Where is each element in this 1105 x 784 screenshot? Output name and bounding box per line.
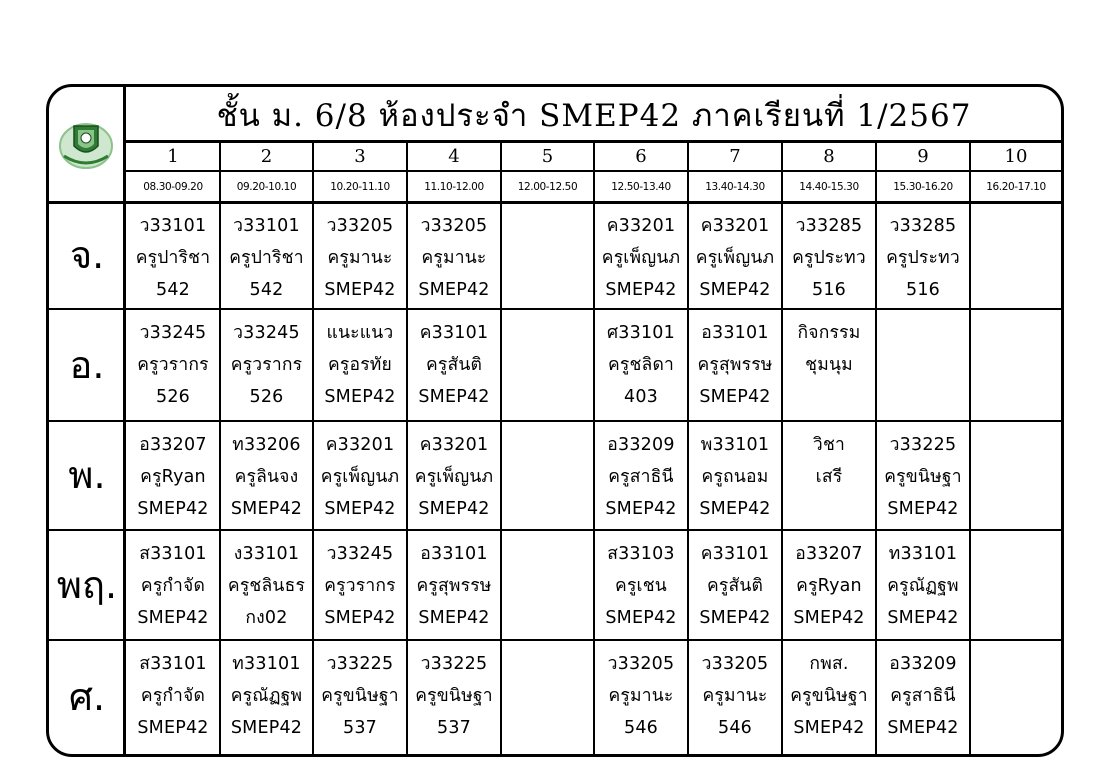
teacher-name: ครูRyan — [796, 576, 862, 596]
schedule-cell — [594, 210, 688, 309]
teacher-name: ครูกำจัด — [140, 576, 206, 596]
period-time: 16.20-17.10 — [986, 181, 1046, 193]
course-code: อ33101 — [420, 544, 488, 564]
teacher-name: ครูเชน — [615, 576, 667, 596]
schedule-cell — [970, 648, 1062, 755]
schedule-cell — [970, 538, 1062, 640]
schedule-cell — [782, 648, 876, 755]
room-label: SMEP42 — [324, 608, 396, 628]
schedule-cell — [876, 429, 970, 530]
course-code: ท33101 — [232, 654, 301, 674]
schedule-cell — [313, 317, 407, 421]
schedule-cell — [782, 210, 876, 309]
course-code: กิจกรรม — [797, 323, 861, 343]
room-label: 526 — [155, 387, 190, 407]
period-time: 09.20-10.10 — [236, 181, 297, 193]
course-code: กพส. — [809, 654, 849, 674]
schedule-cell — [220, 317, 313, 421]
day-label: ศ. — [68, 675, 106, 719]
course-code: ว33225 — [326, 654, 394, 674]
period-time: 15.30-16.20 — [893, 181, 953, 193]
schedule-cell — [407, 429, 501, 530]
course-code: ค33101 — [700, 544, 770, 564]
period-time: 12.00-12.50 — [517, 181, 578, 193]
period-number: 9 — [917, 146, 929, 167]
period-number: 8 — [823, 146, 835, 167]
schedule-cell — [594, 317, 688, 421]
course-code: อ33209 — [889, 654, 957, 674]
course-code: ค33201 — [419, 435, 489, 455]
schedule-cell — [876, 317, 970, 421]
schedule-cell — [313, 538, 407, 640]
room-label: SMEP42 — [699, 608, 771, 628]
teacher-name: ครูมานะ — [327, 248, 393, 268]
period-time: 12.50-13.40 — [611, 181, 671, 193]
teacher-name: ครูวรากร — [230, 355, 303, 375]
teacher-name: ครูวรากร — [137, 355, 209, 375]
schedule-cell — [220, 538, 313, 640]
course-code: พ33101 — [700, 435, 770, 455]
room-label: SMEP42 — [137, 718, 209, 738]
teacher-name: ครูถนอม — [701, 467, 769, 487]
room-label: 546 — [623, 718, 658, 738]
teacher-name: ครูประทว — [886, 248, 960, 268]
course-code: ว33205 — [420, 216, 488, 236]
teacher-name: ครูปาริชา — [135, 248, 211, 268]
room-label: SMEP42 — [418, 499, 490, 519]
course-code: ว33245 — [139, 323, 207, 343]
course-code: ว33205 — [701, 654, 769, 674]
room-label: SMEP42 — [230, 718, 303, 738]
schedule-cell — [782, 429, 876, 530]
period-number: 5 — [541, 146, 554, 167]
room-label: 546 — [717, 718, 752, 738]
schedule-cell — [501, 648, 594, 755]
schedule-cell — [126, 538, 220, 640]
course-code: ว33225 — [889, 435, 957, 455]
course-code: ส33101 — [139, 654, 207, 674]
schedule-cell — [501, 317, 594, 421]
teacher-name: ครูประทว — [792, 248, 866, 268]
schedule-cell — [876, 538, 970, 640]
schedule-cell — [594, 429, 688, 530]
teacher-name: ครูสันติ — [706, 576, 764, 596]
teacher-name: ครูมานะ — [421, 248, 487, 268]
teacher-name: ครูลินจง — [234, 467, 299, 487]
course-code: ว33101 — [233, 216, 300, 236]
teacher-name: ครูกำจัด — [140, 686, 206, 706]
schedule-cell — [407, 210, 501, 309]
schedule-cell — [501, 538, 594, 640]
schedule-cell — [594, 648, 688, 755]
room-label: 516 — [905, 280, 940, 300]
room-label: SMEP42 — [418, 387, 490, 407]
room-label: SMEP42 — [699, 280, 771, 300]
teacher-name: ครูสุพรรษ — [697, 355, 773, 375]
teacher-name: ชุมนุม — [805, 355, 853, 375]
period-number: 7 — [729, 146, 741, 167]
schedule-cell — [970, 429, 1062, 530]
room-label: SMEP42 — [418, 608, 490, 628]
schedule-cell — [782, 538, 876, 640]
course-code: ท33206 — [232, 435, 301, 455]
room-label: SMEP42 — [418, 280, 490, 300]
teacher-name: ครูเพ็ญนภ — [414, 467, 494, 487]
day-label: จ. — [69, 233, 105, 277]
room-label: 537 — [342, 718, 377, 738]
room-label: SMEP42 — [699, 499, 771, 519]
period-time: 11.10-12.00 — [424, 181, 484, 193]
period-number: 3 — [354, 146, 366, 167]
teacher-name: ครูชลิดา — [607, 355, 675, 375]
schedule-cell — [126, 210, 220, 309]
teacher-name: ครูขนิษฐา — [884, 467, 962, 487]
day-label: พฤ. — [56, 563, 118, 607]
teacher-name: ครูอรทัย — [327, 355, 392, 375]
teacher-name: ครูเพ็ญนภ — [320, 467, 400, 487]
teacher-name: ครูณัฏฐพ — [230, 686, 303, 706]
teacher-name: ครูปาริชา — [229, 248, 304, 268]
teacher-name: ครูเพ็ญนภ — [601, 248, 681, 268]
period-time: 13.40-14.30 — [705, 181, 765, 193]
page-title: ชั้น ม. 6/8 ห้องประจำ SMEP42 ภาคเรียนที่ 1/2567 — [216, 98, 972, 134]
room-label: 537 — [436, 718, 471, 738]
course-code: ว33245 — [233, 323, 300, 343]
schedule-cell — [313, 648, 407, 755]
teacher-name: ครูวรากร — [324, 576, 396, 596]
course-code: อ33207 — [795, 544, 863, 564]
schedule-cell — [970, 210, 1062, 309]
period-time: 10.20-11.10 — [330, 181, 390, 193]
schedule-cell — [220, 648, 313, 755]
schedule-cell — [126, 317, 220, 421]
room-label: SMEP42 — [887, 718, 959, 738]
course-code: ส33101 — [139, 544, 207, 564]
schedule-cell — [220, 210, 313, 309]
room-label: SMEP42 — [137, 608, 209, 628]
schedule-cell — [688, 429, 782, 530]
schedule-cell — [970, 317, 1062, 421]
schedule-cell — [782, 317, 876, 421]
teacher-name: เสรี — [815, 467, 843, 487]
room-label: SMEP42 — [324, 280, 396, 300]
teacher-name: ครูขนิษฐา — [321, 686, 399, 706]
teacher-name: ครูสาธินี — [608, 467, 674, 487]
room-label: 542 — [249, 280, 284, 300]
course-code: ง33101 — [233, 544, 300, 564]
course-code: ศ33101 — [607, 323, 675, 343]
period-time: 14.40-15.30 — [799, 181, 859, 193]
room-label: SMEP42 — [605, 608, 677, 628]
schedule-cell — [876, 648, 970, 755]
period-time: 08.30-09.20 — [143, 181, 203, 193]
schedule-cell — [688, 317, 782, 421]
schedule-cell — [407, 538, 501, 640]
schedule-cell — [126, 429, 220, 530]
room-label: 516 — [811, 280, 846, 300]
teacher-name: ครูมานะ — [702, 686, 768, 706]
course-code: ว33285 — [795, 216, 863, 236]
schedule-cell — [501, 210, 594, 309]
schedule-cell — [313, 210, 407, 309]
schedule-cell — [313, 429, 407, 530]
course-code: ว33205 — [607, 654, 675, 674]
course-code: ค33101 — [419, 323, 489, 343]
course-code: อ33101 — [701, 323, 769, 343]
schedule-cell — [126, 648, 220, 755]
course-code: ว33101 — [139, 216, 207, 236]
room-label: SMEP42 — [887, 608, 959, 628]
room-label: 403 — [623, 387, 658, 407]
course-code: ว33225 — [420, 654, 488, 674]
room-label: SMEP42 — [699, 387, 771, 407]
course-code: วิชา — [812, 435, 846, 455]
teacher-name: ครูสันติ — [425, 355, 483, 375]
room-label: SMEP42 — [605, 280, 677, 300]
room-label: SMEP42 — [887, 499, 959, 519]
schedule-cell — [594, 538, 688, 640]
teacher-name: ครูสุพรรษ — [416, 576, 492, 596]
teacher-name: ครูมานะ — [608, 686, 674, 706]
room-label: 526 — [249, 387, 284, 407]
course-code: ค33201 — [606, 216, 676, 236]
teacher-name: ครูสาธินี — [890, 686, 956, 706]
course-code: ท33101 — [888, 544, 958, 564]
room-label: SMEP42 — [324, 499, 396, 519]
period-number: 2 — [260, 146, 273, 167]
teacher-name: ครูเพ็ญนภ — [695, 248, 775, 268]
room-label: 542 — [155, 280, 190, 300]
teacher-name: ครูณัฏฐพ — [887, 576, 959, 596]
room-label: กง02 — [245, 608, 288, 628]
schedule-cell — [407, 317, 501, 421]
day-label: อ. — [69, 343, 105, 387]
grid-divider-horizontal — [126, 140, 1062, 143]
schedule-cell — [876, 210, 970, 309]
teacher-name: ครูขนิษฐา — [790, 686, 868, 706]
school-logo-icon — [56, 112, 116, 174]
room-label: SMEP42 — [324, 387, 396, 407]
day-label: พ. — [68, 453, 106, 497]
course-code: ค33201 — [700, 216, 770, 236]
room-label: SMEP42 — [793, 718, 865, 738]
period-number: 4 — [448, 146, 460, 167]
schedule-cell — [501, 429, 594, 530]
course-code: อ33209 — [607, 435, 675, 455]
course-code: ว33245 — [326, 544, 394, 564]
course-code: อ33207 — [139, 435, 207, 455]
course-code: ส33103 — [607, 544, 675, 564]
teacher-name: ครูขนิษฐา — [415, 686, 493, 706]
course-code: ค33201 — [325, 435, 395, 455]
teacher-name: ครูRyan — [140, 467, 206, 487]
schedule-cell — [688, 538, 782, 640]
period-number: 1 — [167, 146, 179, 167]
schedule-cell — [220, 429, 313, 530]
teacher-name: ครูชลินธร — [227, 576, 306, 596]
period-number: 10 — [1004, 146, 1028, 167]
schedule-cell — [407, 648, 501, 755]
room-label: SMEP42 — [137, 499, 209, 519]
course-code: แนะแนว — [326, 323, 394, 343]
schedule-cell — [688, 648, 782, 755]
room-label: SMEP42 — [230, 499, 303, 519]
room-label: SMEP42 — [605, 499, 677, 519]
period-number: 6 — [635, 146, 647, 167]
room-label: SMEP42 — [793, 608, 865, 628]
schedule-cell — [688, 210, 782, 309]
course-code: ว33285 — [889, 216, 957, 236]
course-code: ว33205 — [326, 216, 394, 236]
